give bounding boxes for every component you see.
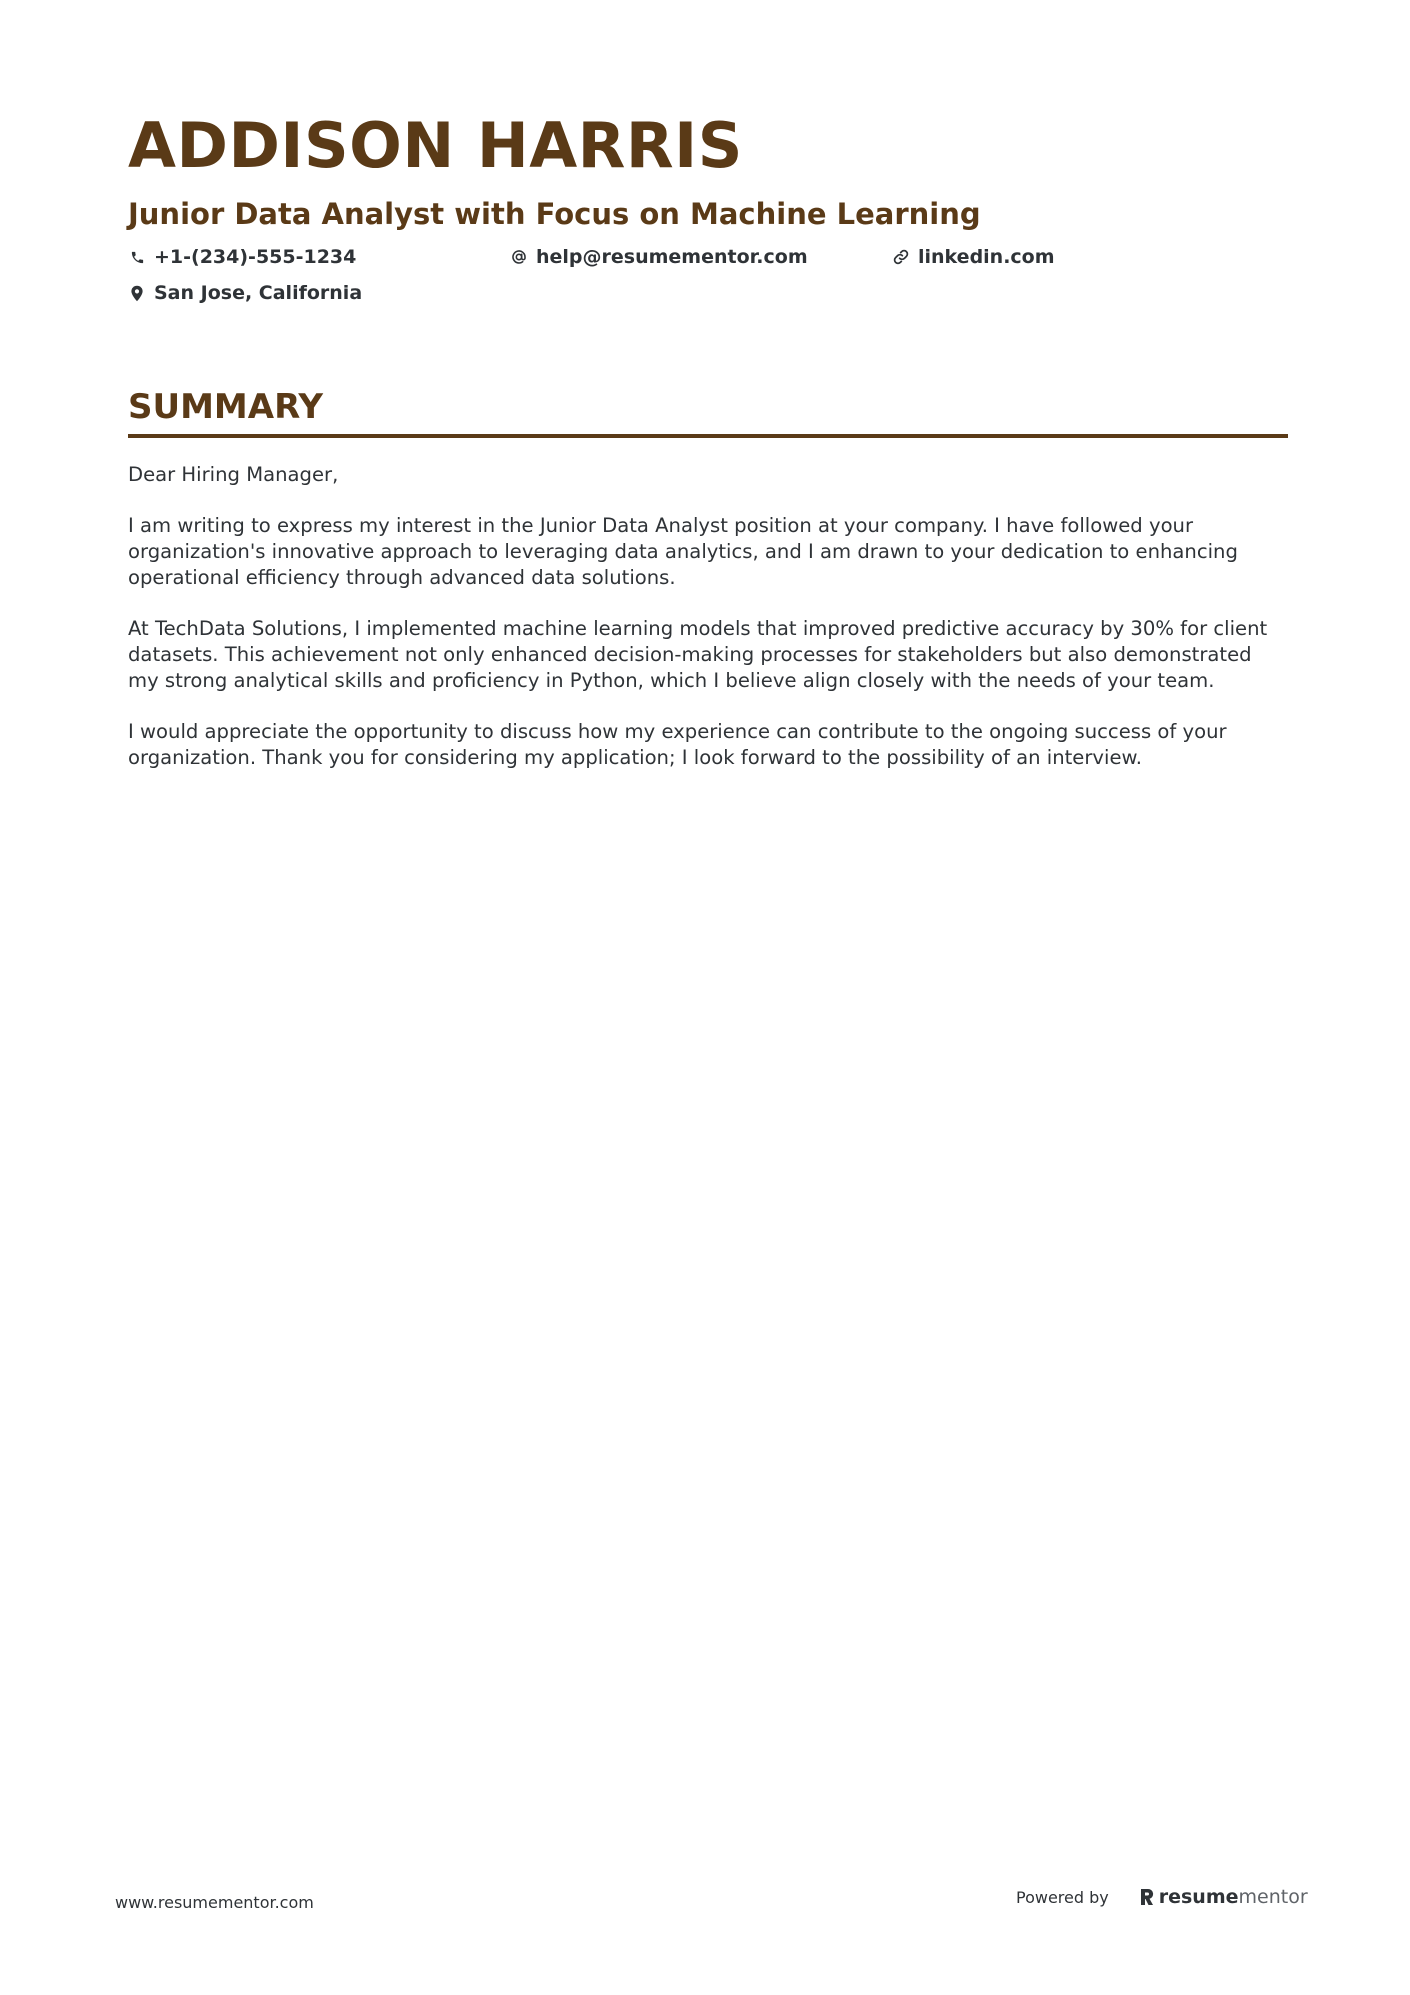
footer-website[interactable]: www.resumementor.com [115, 1893, 314, 1912]
map-pin-icon [128, 284, 146, 302]
summary-paragraph: At TechData Solutions, I implemented machine learning models that improved predictive accuracy by 30% for client datasets. This achievement not only enhanced decision-making processes for stakeholders but also demonstrated my strong analytical skills and proficiency in Python, which I believe align closely with the needs of your team. [128, 617, 1268, 692]
resumementor-logo-icon [1139, 1887, 1155, 1907]
candidate-title: Junior Data Analyst with Focus on Machine Learning [128, 197, 981, 231]
summary-paragraph: Dear Hiring Manager, [128, 463, 339, 486]
link-icon [892, 248, 910, 266]
email-text: help@resumementor.com [536, 246, 808, 268]
link-text: linkedin.com [918, 246, 1055, 268]
summary-paragraph: I would appreciate the opportunity to discuss how my experience can contribute to the ongoing success of your organization. Thank you for considering my application; I look forward to the possibility of an interview. [128, 720, 1227, 769]
location-text: San Jose, California [154, 282, 363, 304]
phone-text: +1-(234)-555-1234 [154, 246, 357, 268]
brand-name-part2: mentor [1238, 1886, 1308, 1908]
contact-info [128, 242, 1288, 314]
contact-location [128, 278, 362, 308]
section-divider [128, 434, 1288, 438]
contact-email[interactable] [510, 242, 808, 272]
resume-header [128, 108, 1288, 314]
footer-branding [1016, 1886, 1308, 1908]
candidate-name: ADDISON HARRIS [128, 109, 743, 182]
brand-name-part1: resume [1158, 1886, 1239, 1908]
summary-heading: SUMMARY [128, 387, 324, 427]
summary-paragraph: I am writing to express my interest in the Junior Data Analyst position at your company. I have followed your organization's innovative approach to leveraging data analytics, and I am drawn to your dedication to enhancing operational efficiency through advanced data solutions. [128, 514, 1238, 589]
powered-by-text: Powered by [1016, 1887, 1109, 1907]
brand-logo[interactable] [1139, 1886, 1308, 1908]
contact-phone [128, 242, 356, 272]
phone-icon [128, 248, 146, 266]
summary-body [128, 462, 1288, 771]
contact-link[interactable] [892, 242, 1055, 272]
at-icon [510, 248, 528, 266]
summary-section [128, 384, 1288, 796]
